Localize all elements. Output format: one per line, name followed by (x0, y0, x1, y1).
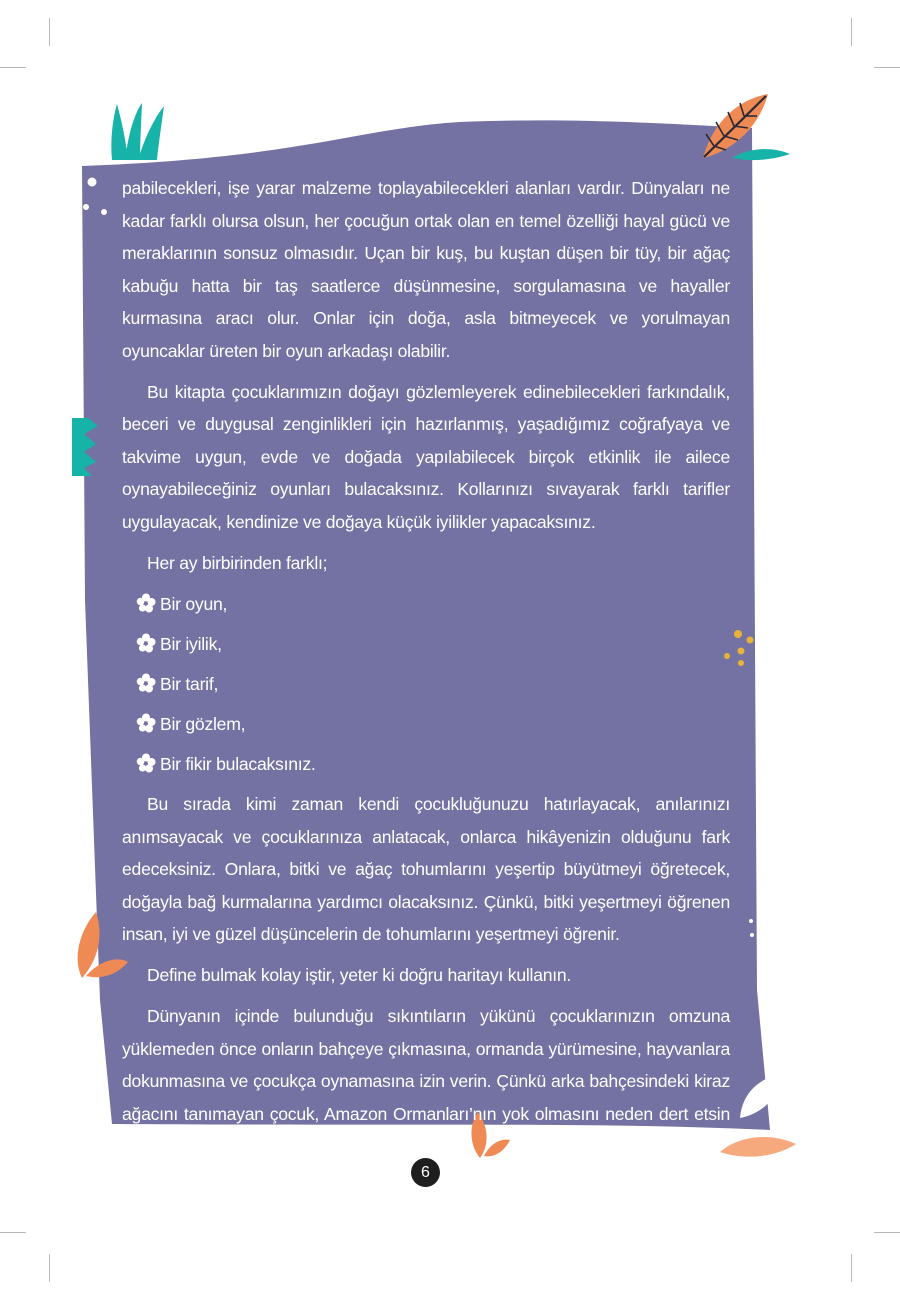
white-flower-icon (136, 673, 156, 693)
list-item-text: Bir iyilik, (160, 633, 222, 654)
list-item (122, 628, 730, 661)
paragraph: Dünyanın içinde bulunduğu sıkıntıların yükünü çocuklarınızın omzuna yüklemeden önce onların bahçeye çıkmasına, ormanda yürümesine, hayvanlara dokunmasına ve çocukça oynamasına izin verin. Çünkü arka bahçesindeki kiraz ağacını tanımayan çocuk, Amazon Ormanları’nın yok olmasını neden dert etsin ki? (122, 1006, 730, 1157)
paragraph: pabilecekleri, işe yarar malzeme toplayabilecekleri alanları vardır. Dünyaları ne kadar farklı olursa olsun, her çocuğun ortak olan en temel özelliği hayal gücü ve meraklarının sonsuz olmasıdır. Uçan bir kuş, bu kuştan düşen bir tüy, bir ağaç kabuğu hatta bir taş saatlerce düşünmesine, sorgulamasına ve hayaller kurmasına aracı olur. Onlar için doğa, asla bitmeyecek ve yorulmayan oyuncaklar üreten bir oyun arkadaşı olabilir. (122, 178, 730, 361)
list-item (122, 708, 730, 741)
list-item (122, 668, 730, 701)
body-text (122, 172, 730, 1171)
bullet-list (122, 588, 730, 781)
list-item-text: Bir oyun, (160, 593, 228, 614)
paragraph: Her ay birbirinden farklı; (147, 552, 328, 573)
list-item (122, 588, 730, 621)
list-item-text: Bir fikir bulacaksınız. (160, 753, 316, 774)
paragraph: Bu sırada kimi zaman kendi çocukluğunuzu hatırlayacak, anılarınızı anımsayacak ve çocuklarınıza anlatacak, onlarca hikâyenizin olduğunu fark edeceksiniz. Onlara, bitki ve ağaç tohumlarını yeşertip büyütmeyi öğretecek, doğayla bağ kurmalarına yardımcı olacaksınız. Çünkü, bitki yeşertmeyi öğrenen insan, iyi ve güzel düşüncelerin de tohumlarını yeşertmeyi öğrenir. (122, 794, 730, 945)
white-flower-icon (136, 713, 156, 733)
white-flower-icon (136, 753, 156, 773)
paragraph: Define bulmak kolay iştir, yeter ki doğru haritayı kullanın. (147, 965, 572, 986)
page-number: 6 (411, 1158, 440, 1187)
orange-leaf-icon (720, 1137, 796, 1157)
list-item (122, 748, 730, 781)
list-item-text: Bir tarif, (160, 673, 219, 694)
paragraph: Bu kitapta çocuklarımızın doğayı gözlemleyerek edinebilecekleri farkındalık, beceri ve duygusal zenginlikleri için hazırlanmış, yaşadığımız coğrafyaya ve takvime uygun, evde ve doğada yapılabilecek birçok etkinlik ile ailece oynayabileceğiniz oyunları bulacaksınız. Kollarınızı sıvayarak farklı tarifler uygulayacak, kendinize ve doğaya küçük iyilikler yapacaksınız. (122, 381, 730, 532)
white-flower-icon (136, 633, 156, 653)
white-flower-icon (136, 593, 156, 613)
list-item-text: Bir gözlem, (160, 713, 246, 734)
grass-tuft-icon (111, 103, 164, 160)
